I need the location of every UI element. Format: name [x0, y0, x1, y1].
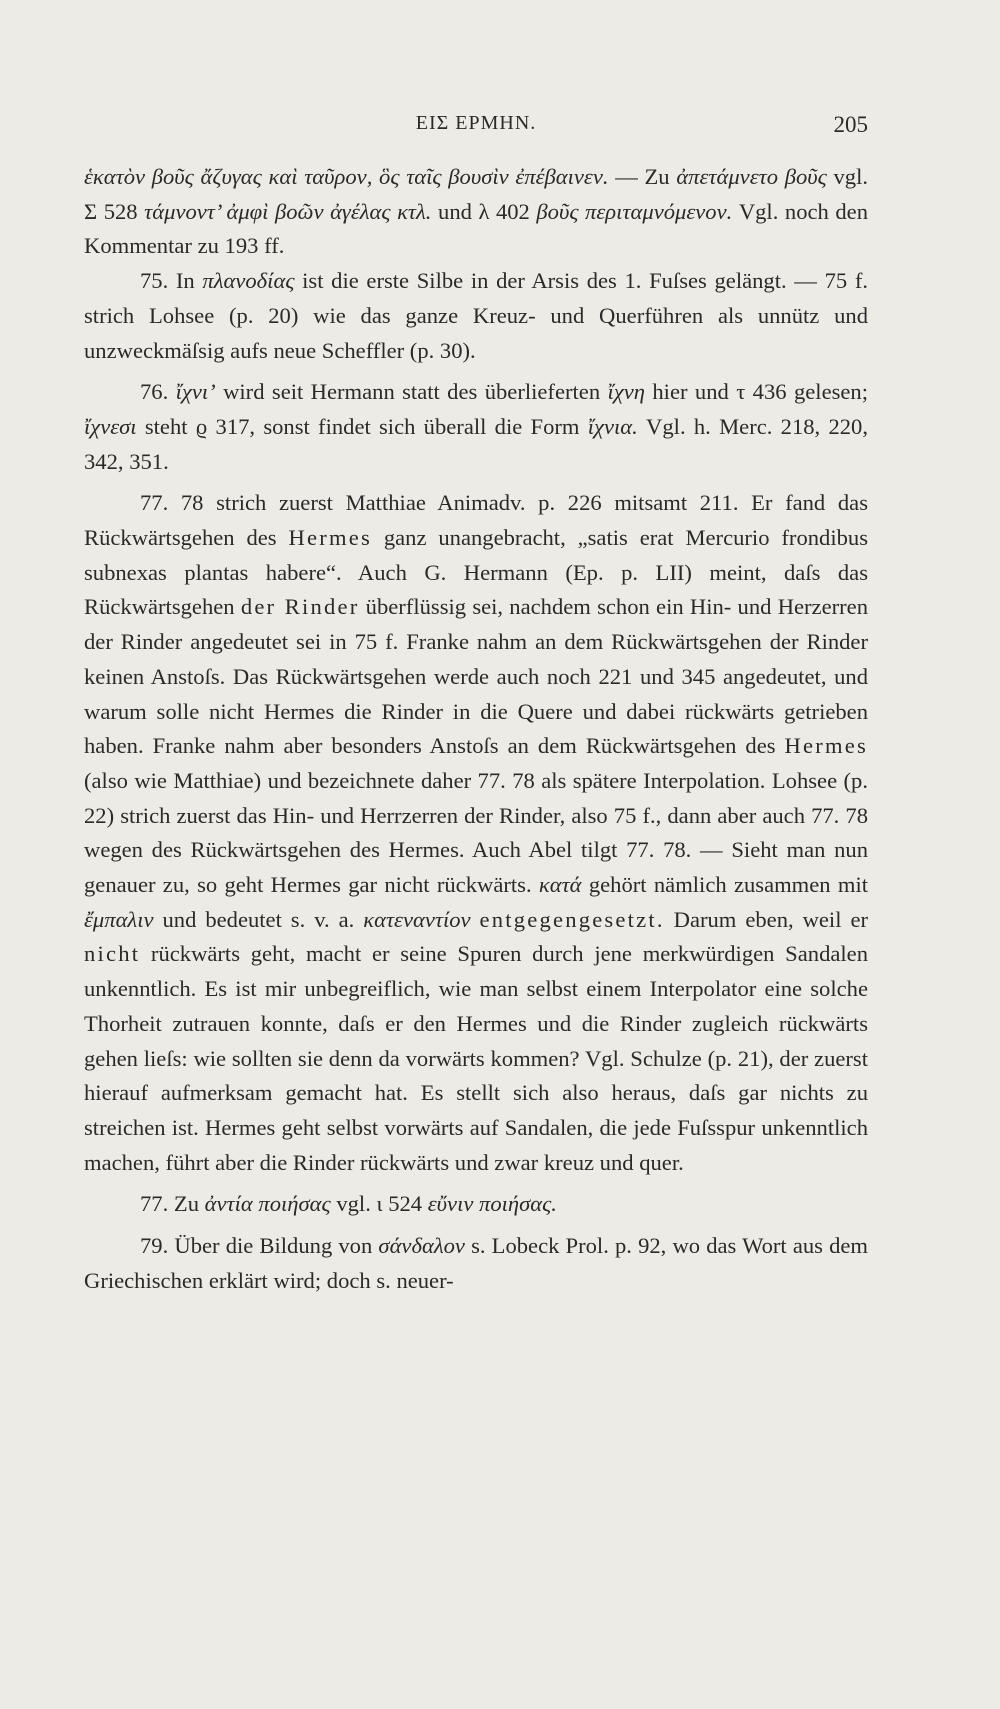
greek-text: ἔμπαλιν [84, 906, 154, 932]
greek-text: ἴχνη [607, 379, 645, 405]
greek-text: κατά [538, 872, 582, 898]
greek-text: κατεναντίον [363, 906, 471, 932]
text-segment: vgl. Σ 528 [84, 164, 869, 224]
text-segment: und λ 402 [431, 198, 537, 224]
text-segment: vgl. ι 524 [330, 1191, 428, 1217]
text-segment: gehört nämlich zusammen mit [581, 872, 868, 898]
text-segment: überflüssig sei, nachdem schon ein Hin- und Herzerren der Rinder angedeutet sei in 75 f. Franke nahm an dem Rückwärtsgehen der Rinder keinen Anstoſs. Das Rückwärtsgehen werde auch noch 221 und 345 angedeutet, und warum solle nicht Hermes die Rinder in die Quere und dabei rückwärts getrieben haben. Franke nahm aber besonders Anstoſs an dem Rückwärtsgehen des [84, 594, 868, 759]
text-segment: wird seit Hermann statt des überlieferten [215, 379, 608, 405]
text-segment: Vgl. noch den Kommentar zu 193 ff. [84, 198, 868, 259]
spaced-emphasis: entgegengesetzt. [479, 906, 665, 932]
text-segment: 77. Zu [140, 1191, 205, 1217]
paragraph-continuation [84, 160, 868, 264]
greek-text: πλανοδίας [202, 268, 295, 294]
greek-text: ἑκατὸν βοῦς ἄζυγας καὶ ταῦρον, ὃς ταῖς βουσὶν ἐπέβαινεν. [84, 164, 609, 189]
text-segment: 76. [140, 379, 176, 405]
spaced-emphasis: nicht [84, 941, 141, 967]
note-79 [84, 1229, 868, 1298]
page-number: 205 [833, 112, 868, 137]
greek-text: ἴχνεσι [84, 413, 137, 439]
note-77-78 [84, 486, 868, 1180]
greek-text: ἀντία ποιήσας [204, 1191, 331, 1217]
spaced-emphasis: der Rinder [240, 594, 360, 620]
greek-text: ἀπετάμνετο βοῦς [676, 164, 827, 189]
greek-text: βοῦς περιταμνόμενον. [536, 198, 733, 224]
text-segment: 75. In [140, 268, 203, 294]
greek-text: εὔνιν ποιήσας. [427, 1191, 557, 1217]
running-head [84, 112, 868, 142]
note-75 [84, 264, 868, 368]
greek-text: σάνδαλον [378, 1233, 465, 1259]
note-77 [84, 1187, 868, 1222]
text-segment: Darum eben, weil er [664, 906, 868, 932]
running-title: ΕΙΣ ΕΡΜΗΝ. [415, 112, 537, 134]
spaced-emphasis: Hermes [288, 525, 372, 551]
text-segment: 77. 78 strich zuerst Matthiae Animadv. p. 226 mitsamt 211. Er fand das Rückwärtsgehen des [84, 490, 868, 551]
greek-text: ἴχνια. [587, 413, 638, 439]
text-segment: steht ϱ 317, sonst findet sich überall die Form [136, 413, 588, 439]
spaced-emphasis: Hermes [784, 733, 868, 759]
text-segment: ganz unangebracht, „satis erat Mercurio frondibus subnexas plantas habere“. Auch G. Hermann (Ep. p. LII) meint, daſs das Rückwärtsgehen [84, 525, 868, 620]
greek-text: τάμνοντ’ ἀμφὶ βοῶν ἀγέλας κτλ. [144, 198, 432, 224]
text-segment: ist die erste Silbe in der Arsis des 1. Fuſses gelängt. — 75 f. strich Lohsee (p. 20) wie das ganze Kreuz- und Querführen als unnütz und unzweckmäſsig aufs neue Scheffler (p. 30). [84, 268, 868, 363]
greek-text: ἴχνι’ [175, 379, 216, 405]
text-segment: 79. Über die Bildung von [140, 1233, 379, 1259]
text-segment: Vgl. h. Merc. 218, 220, 342, 351. [84, 413, 868, 474]
commentary-text [84, 160, 868, 1299]
note-76 [84, 375, 868, 479]
text-segment: — Zu [608, 164, 677, 189]
text-segment [471, 907, 480, 932]
text-segment: rückwärts geht, macht er seine Spuren durch jene merkwürdigen Sandalen unkenntlich. Es ist mir unbegreiflich, wie man selbst einem Interpolator eine solche Thorheit zutrauen konnte, daſs er den Hermes und die Rinder zugleich rückwärts gehen lieſs: wie sollten sie denn da vorwärts kommen? Vgl. Schulze (p. 21), der zuerst hierauf aufmerksam gemacht hat. Es stellt sich also heraus, daſs gar nichts zu streichen ist. Hermes geht selbst vorwärts auf Sandalen, die jede Fuſsspur unkenntlich machen, führt aber die Rinder rückwärts und zwar kreuz und quer. [84, 941, 868, 1175]
text-segment: und bedeutet s. v. a. [153, 906, 364, 932]
text-segment: hier und τ 436 gelesen; [644, 379, 868, 405]
text-segment: s. Lobeck Prol. p. 92, wo das Wort aus dem Griechischen erklärt wird; doch s. neuer- [84, 1233, 868, 1293]
text-segment: (also wie Matthiae) und bezeichnete daher 77. 78 als spätere Interpolation. Lohsee (p. 22) strich zuerst das Hin- und Herrzerren der Rinder, also 75 f., dann aber auch 77. 78 wegen des Rückwärtsgehen des Hermes. Auch Abel tilgt 77. 78. — Sieht man nun genauer zu, so geht Hermes gar nicht rückwärts. [84, 767, 868, 898]
